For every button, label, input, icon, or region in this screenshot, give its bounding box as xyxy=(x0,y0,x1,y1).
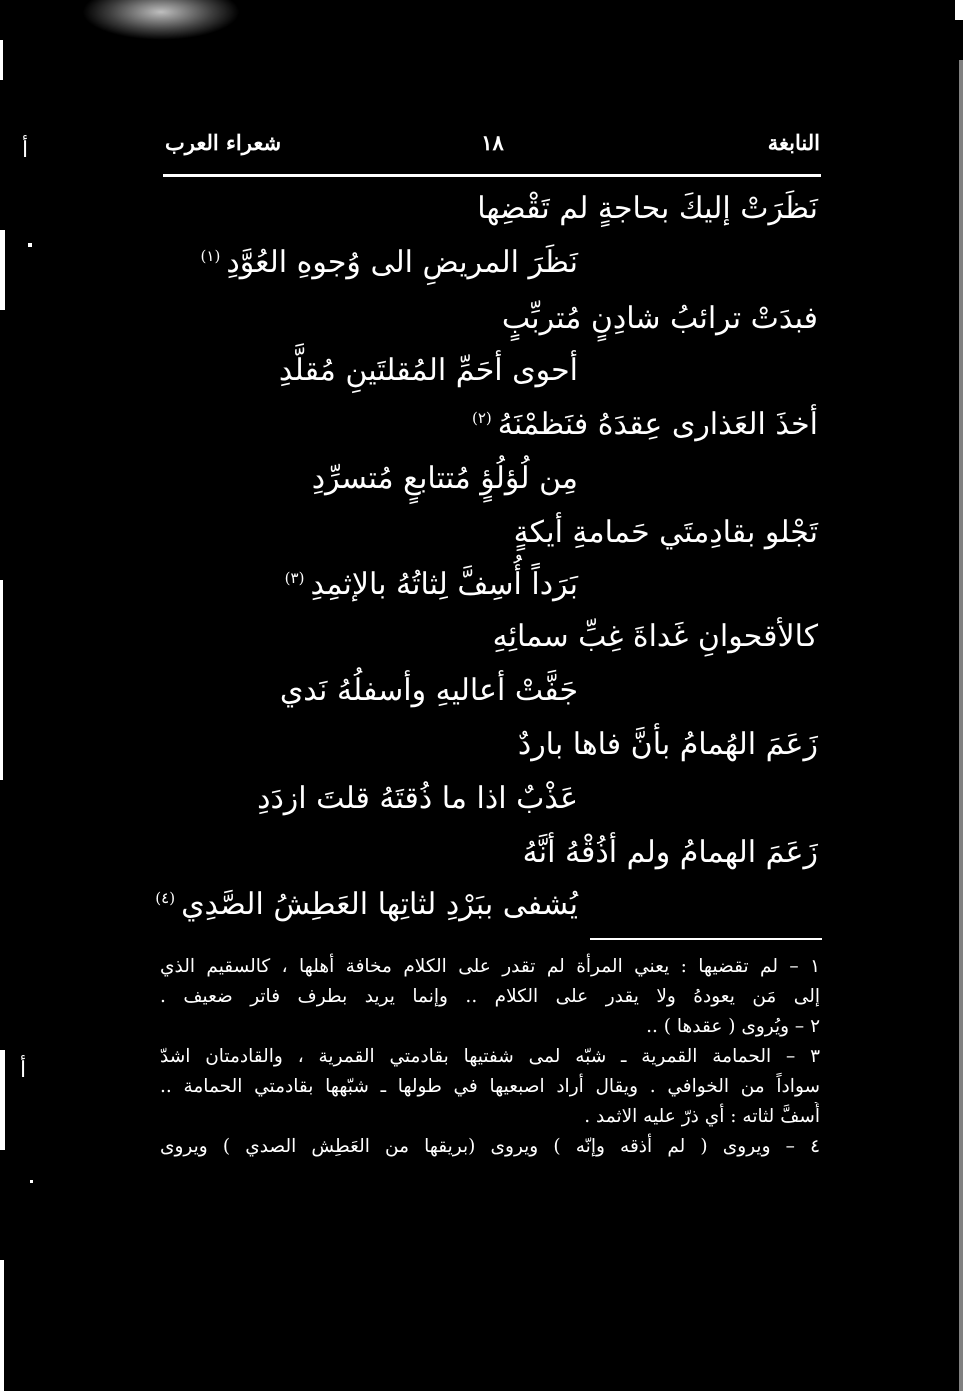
footnote-line: ٤ – ويروى ( لم أذقه وإنّه ) ويروى (بريقها من العَطِش الصدي ) ويروى xyxy=(160,1136,820,1157)
footnote-line: إلى مَن يعودهُ ولا يقدر على الكلام .. وإنما يريد بطرف فاتر ضعيف . xyxy=(160,986,820,1007)
margin-mark: أ xyxy=(22,138,29,163)
footnote-line: ١ – لم تقضيها : يعني المرأة لم تقدر على الكلام مخافة أهلها ، كالسقيم الذي xyxy=(160,956,820,977)
poem-hemistich xyxy=(284,567,578,602)
header-poet: النابغة xyxy=(767,130,820,155)
scan-artifact xyxy=(82,0,240,40)
verse-text: عَذْبٌ اذا ما ذُقتَهُ قلتَ ازدَدِ xyxy=(257,781,578,816)
footnote-separator xyxy=(590,938,822,940)
scan-artifact xyxy=(959,60,963,1391)
verse-text: جَفَّتْ أعاليهِ وأسفلُهُ نَدي xyxy=(279,673,578,708)
verse-text: كالأقحوانِ غَداةَ غِبِّ سمائِهِ xyxy=(492,619,818,654)
verse-text: تَجْلو بقادِمتَي حَمامةِ أيكةٍ xyxy=(513,515,818,550)
footnote-ref: (١) xyxy=(200,247,221,265)
poem-hemistich xyxy=(513,515,818,550)
footnote-line: ٢ – ويُروى ( عقدها ) .. xyxy=(646,1016,820,1037)
scan-artifact xyxy=(28,243,32,247)
verse-text: نَظَرَ المريضِ الى وُجوهِ العُوَّدِ xyxy=(226,245,578,280)
footnote-line: سواداً من الخوافي . ويقال أراد اصبعيها في طولها ـ شبّهها بقادمتي الحمامة .. xyxy=(160,1076,820,1097)
footnote-ref: (٣) xyxy=(284,569,305,587)
header-book-title: شعراء العرب xyxy=(165,130,282,155)
scan-artifact xyxy=(0,580,3,780)
poem-hemistich xyxy=(471,407,818,442)
footnote-line: أُسفَّ لثاته : أي ذرّ عليه الاثمد . xyxy=(584,1106,820,1127)
poem-hemistich xyxy=(155,887,578,922)
verse-text: زَعَمَ الهُمامُ بأنَّ فاها باردٌ xyxy=(517,727,818,762)
poem-hemistich xyxy=(492,619,818,654)
running-header xyxy=(165,130,820,170)
scan-artifact xyxy=(0,1050,5,1150)
poem-hemistich xyxy=(257,781,578,816)
verse-text: مِن لُؤلُؤٍ مُتتابعٍ مُتسرِّدِ xyxy=(311,461,578,496)
poem-hemistich xyxy=(279,673,578,708)
scan-artifact xyxy=(955,0,963,20)
poem-hemistich xyxy=(278,353,578,388)
verse-text: زَعَمَ الهمامُ ولم أذُقْهُ أنَّهُ xyxy=(522,835,818,870)
verse-text: أخذَ العَذارى عِقدَهُ فنَظمْنَهُ xyxy=(497,407,818,442)
poem-hemistich xyxy=(477,191,818,226)
verse-text: نَظَرَتْ إليكَ بحاجةٍ لم تَقْضِها xyxy=(477,191,818,226)
scan-artifact xyxy=(0,40,3,80)
scan-artifact xyxy=(30,1180,33,1183)
verse-text: أحوى أحَمِّ المُقلتَينِ مُقلَّدِ xyxy=(278,353,578,388)
poem-hemistich xyxy=(311,461,578,496)
footnotes xyxy=(160,952,820,1162)
poem-hemistich xyxy=(501,301,818,336)
verse-text: فبدَتْ ترائبُ شادِنٍ مُتربِّبٍ xyxy=(501,301,818,336)
margin-mark: أ xyxy=(20,1058,27,1083)
verse-text: بَرَداً أُسِفَّ لِثاتُهُ بالإثمِدِ xyxy=(310,567,578,602)
footnote-ref: (٤) xyxy=(155,889,176,907)
verse-text: يُشفى ببَرْدِ لثاتِها العَطِشُ الصَّدِي xyxy=(181,887,578,922)
poem-hemistich xyxy=(200,245,578,280)
footnote-line: ٣ – الحمامة القمرية ـ شبّه لمى شفتيها بقادمتي القمرية ، والقادمتان اشدّ xyxy=(160,1046,820,1067)
page-number: ١٨ xyxy=(481,130,504,155)
scan-artifact xyxy=(0,1260,4,1391)
poem-hemistich xyxy=(522,835,818,870)
poem-hemistich xyxy=(517,727,818,762)
header-rule xyxy=(163,174,821,177)
scan-artifact xyxy=(0,230,5,310)
footnote-ref: (٢) xyxy=(471,409,492,427)
